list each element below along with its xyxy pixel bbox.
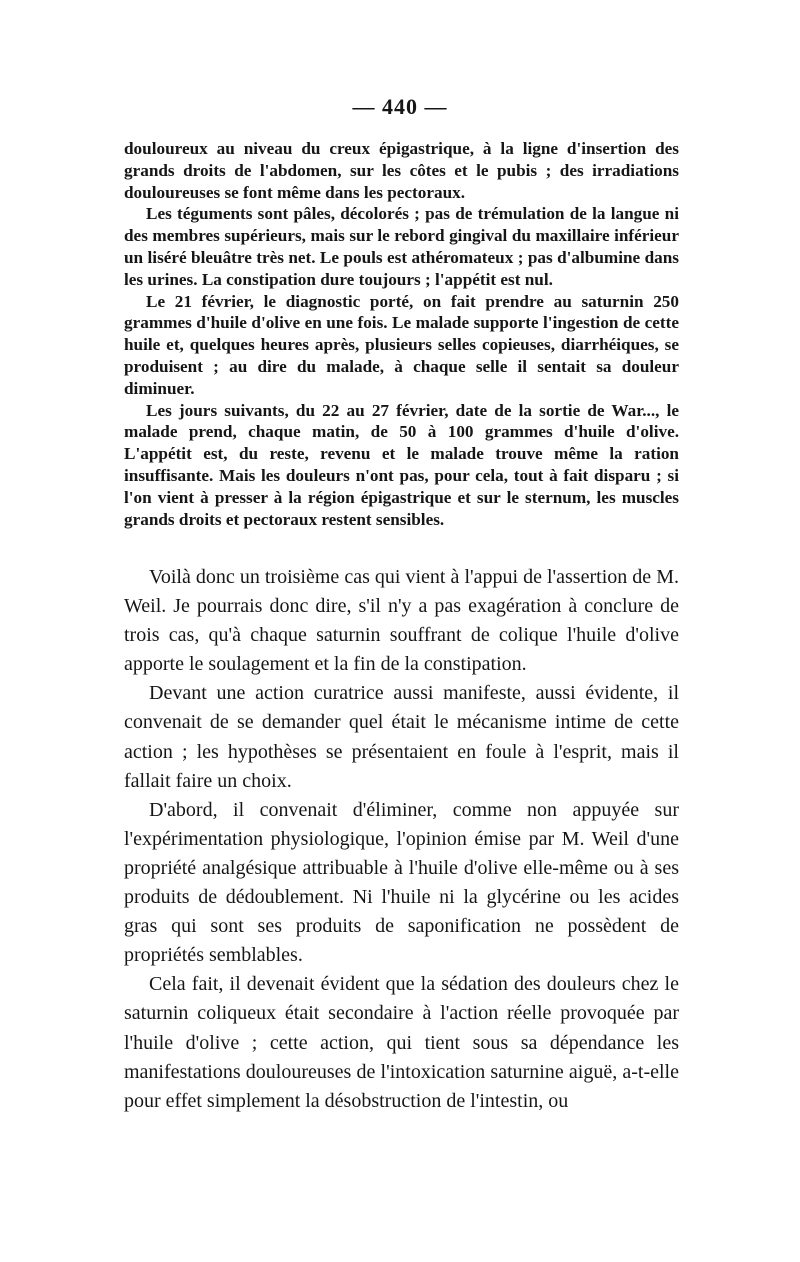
discussion-text [124, 563, 679, 1116]
paragraph-21-fevrier: Le 21 février, le diagnostic porté, on fait prendre au saturnin 250 grammes d'huile d'olive en une fois. Le malade supporte l'ingestion de cette huile et, quelques heures après, plusieurs selles copieuses, diarrhéiques, se produisent ; au dire du malade, à chaque selle il sentait sa douleur diminuer. [124, 291, 679, 398]
paragraph-jours-suivants: Les jours suivants, du 22 au 27 février, date de la sortie de War..., le malade prend, chaque matin, de 50 à 100 grammes d'huile d'olive. L'appétit est, du reste, revenu et le malade trouve même la ration insuffisante. Mais les douleurs n'ont pas, pour cela, tout à fait disparu ; si l'on vient à presser à la région épigastrique et sur le sternum, les muscles grands droits et pectoraux restent sensibles. [124, 400, 679, 529]
case-report-text [124, 138, 679, 530]
paragraph-eliminer: D'abord, il convenait d'éliminer, comme non appuyée sur l'expérimentation physiologique, l'opinion émise par M. Weil d'une propriété analgésique attribuable à l'huile d'olive elle-même ou à ses produits de dédoublement. Ni l'huile ni la glycérine ou les acides gras qui sont ses produits de saponification ne possèdent de propriétés semblables. [124, 798, 679, 967]
page-number: — 440 — [352, 94, 448, 119]
paragraph-continued: douloureux au niveau du creux épigastrique, à la ligne d'insertion des grands droits de l'abdomen, sur les côtes et le pubis ; des irradiations douloureuses se font même dans les pectoraux. [124, 139, 679, 202]
paragraph-sedation: Cela fait, il devenait évident que la sédation des douleurs chez le saturnin coliqueux était secondaire à l'action réelle provoquée par l'huile d'olive ; cette action, qui tient sous sa dépendance les manifestations douloureuses de l'intoxication saturnine aiguë, a-t-elle pour effet simplement la désobstruction de l'intestin, ou [124, 973, 679, 1112]
paragraph-teguments: Les téguments sont pâles, décolorés ; pas de trémulation de la langue ni des membres supérieurs, mais sur le rebord gingival du maxillaire inférieur un liséré bleuâtre très net. Le pouls est athéromateux ; pas d'albumine dans les urines. La constipation dure toujours ; l'appétit est nul. [124, 204, 679, 289]
paragraph-troisieme-cas: Voilà donc un troisième cas qui vient à l'appui de l'assertion de M. Weil. Je pourrais donc dire, s'il n'y a pas exagération à conclure de trois cas, qu'à chaque saturnin souffrant de colique l'huile d'olive apporte le soulagement et la fin de la constipation. [124, 566, 679, 676]
paragraph-action-curatrice: Devant une action curatrice aussi manifeste, aussi évidente, il convenait de se demander quel était le mécanisme intime de cette action ; les hypothèses se présentaient en foule à l'esprit, mais il fallait faire un choix. [124, 682, 679, 792]
